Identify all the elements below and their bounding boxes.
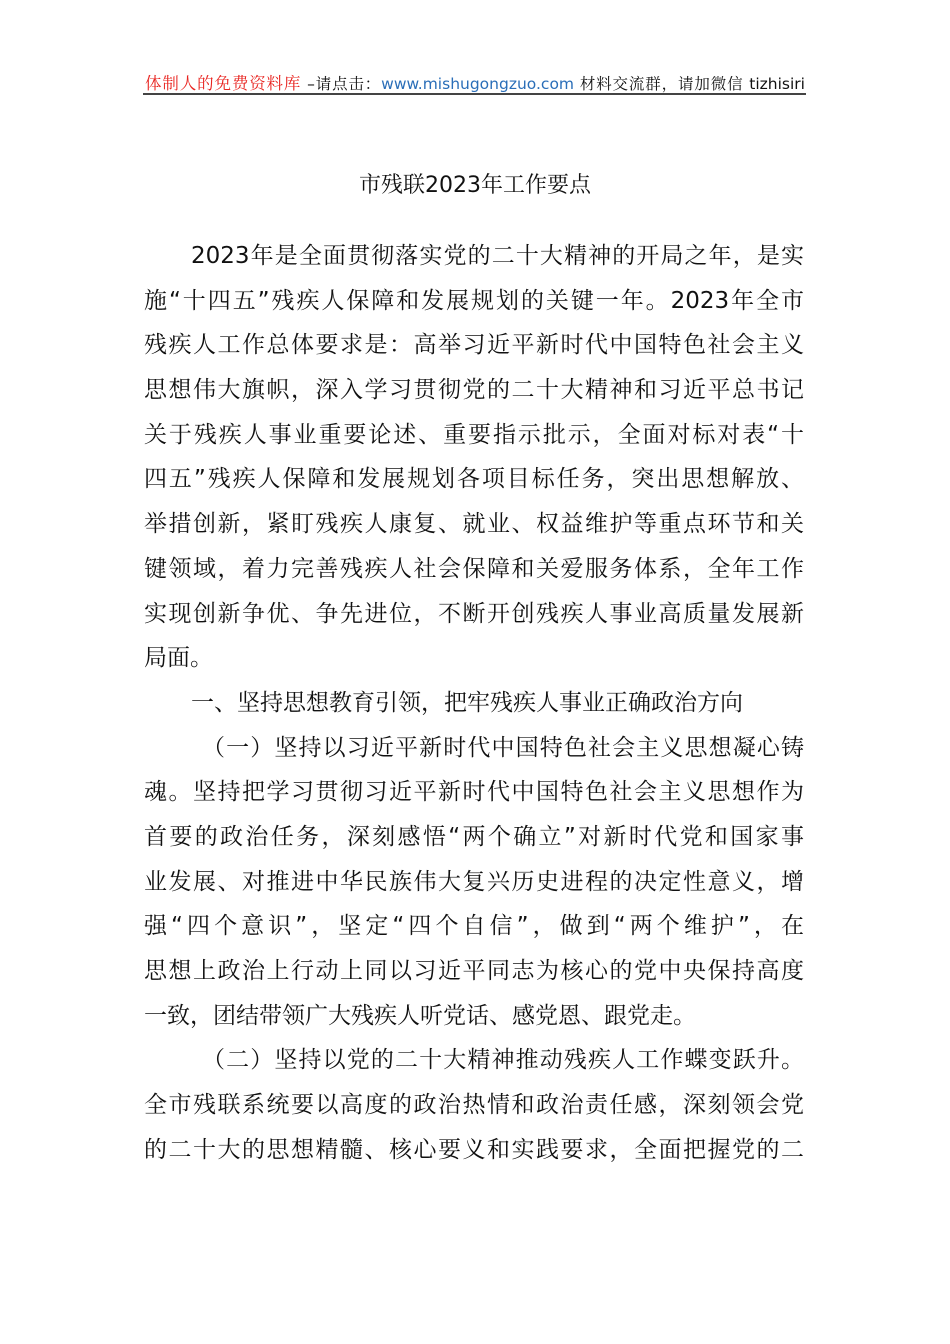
site-url-link[interactable]: www.mishugongzuo.com bbox=[381, 75, 575, 93]
text-line: 四五”残疾人保障和发展规划各项目标任务，突出思想解放、 bbox=[144, 466, 804, 493]
text-line: 键领域，着力完善残疾人社会保障和关爱服务体系，全年工作 bbox=[144, 555, 804, 582]
text-line: 思想伟大旗帜，深入学习贯彻党的二十大精神和习近平总书记 bbox=[144, 377, 804, 404]
text-line: 举措创新，紧盯残疾人康复、就业、权益维护等重点环节和关 bbox=[144, 511, 804, 538]
text-line: 的二十大的思想精髓、核心要义和实践要求，全面把握党的二 bbox=[144, 1136, 804, 1163]
text-line: 全市残联系统要以高度的政治热情和政治责任感，深刻领会党 bbox=[144, 1092, 804, 1119]
text-line: 思想上政治上行动上同以习近平同志为核心的党中央保持高度 bbox=[144, 958, 804, 984]
text-line: 局面。 bbox=[144, 645, 213, 672]
document-title: 市残联2023年工作要点 bbox=[359, 173, 591, 198]
text-line: 魂。坚持把学习贯彻习近平新时代中国特色社会主义思想作为 bbox=[144, 779, 804, 806]
subsection-heading: （二）坚持以党的二十大精神推动残疾人工作蝶变跃升。 bbox=[202, 1047, 804, 1074]
text-line: 业发展、对推进中华民族伟大复兴历史进程的决定性意义，增 bbox=[144, 868, 804, 895]
subsection-heading: （一）坚持以习近平新时代中国特色社会主义思想凝心铸 bbox=[202, 734, 804, 761]
text-line: 施“十四五”残疾人保障和发展规划的关键一年。2023年全市 bbox=[144, 287, 804, 314]
site-name: 体制人的免费资料库 bbox=[145, 74, 302, 93]
section-heading: 一、坚持思想教育引领，把牢残疾人事业正确政治方向 bbox=[191, 689, 743, 716]
text-line: 首要的政治任务，深刻感悟“两个确立”对新时代党和国家事 bbox=[144, 823, 804, 850]
text-line: 关于残疾人事业重要论述、重要指示批示，全面对标对表“十 bbox=[144, 421, 804, 448]
header-prompt: –请点击： bbox=[307, 75, 382, 93]
text-line: 一致，团结带领广大残疾人听党话、感党恩、跟党走。 bbox=[144, 1002, 696, 1029]
header-contact: 材料交流群，请加微信 tizhisiri bbox=[579, 75, 805, 93]
text-line: 实现创新争优、争先进位，不断开创残疾人事业高质量发展新 bbox=[144, 600, 804, 627]
document-body bbox=[144, 234, 804, 1172]
page-header bbox=[145, 70, 805, 94]
text-line: 强“四个意识”，坚定“四个自信”，做到“两个维护”，在 bbox=[144, 913, 804, 940]
header-divider bbox=[143, 93, 806, 95]
text-line: 2023年是全面贯彻落实党的二十大精神的开局之年，是实 bbox=[191, 243, 804, 269]
text-line: 残疾人工作总体要求是：高举习近平新时代中国特色社会主义 bbox=[144, 332, 804, 359]
